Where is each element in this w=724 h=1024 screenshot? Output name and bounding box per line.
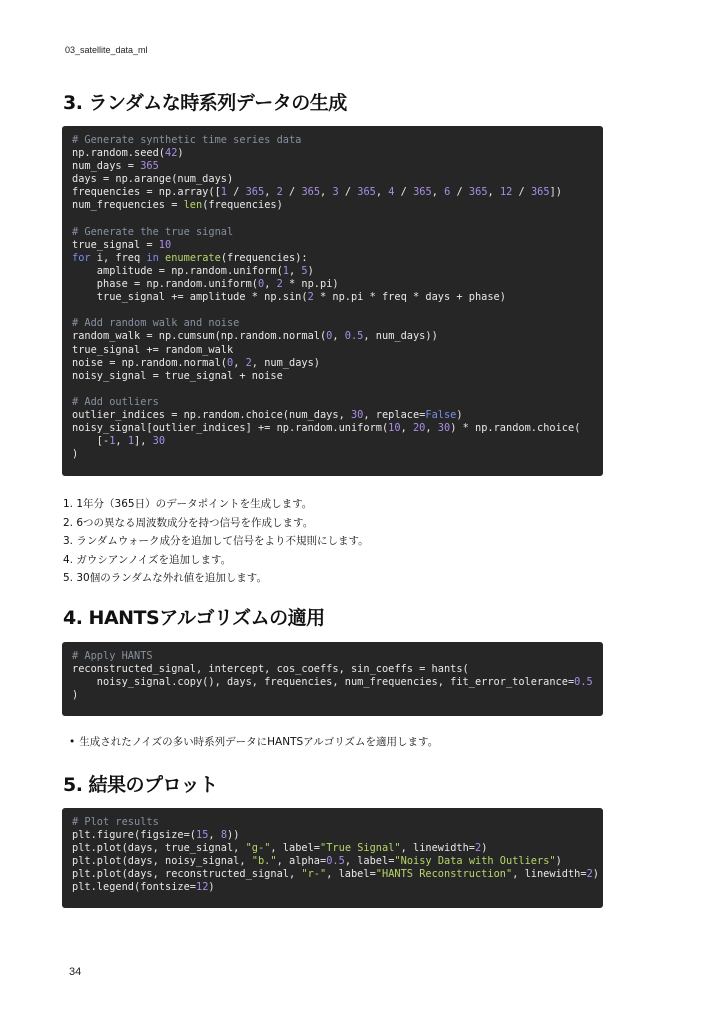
code-comment: # Generate the true signal: [72, 225, 234, 238]
generation-steps-list: [63, 495, 369, 588]
code-text: # Apply HANTS reconstructed_signal, intercept, cos_coeffs, sin_coeffs = hants( noisy_signal.copy(), days, frequencies, num_frequencies, fit_error_tolerance=0.5 ): [72, 650, 593, 702]
code-string: "True Signal": [320, 842, 401, 855]
list-item: 2. 6つの異なる周波数成分を持つ信号を作成します。: [63, 516, 314, 529]
hants-bullet-list: [69, 733, 438, 751]
code-comment: # Generate synthetic time series data: [72, 134, 302, 146]
code-comment: # Add random walk and noise: [72, 317, 240, 330]
page-number: 34: [69, 966, 82, 978]
list-item: 4. ガウシアンノイズを追加します。: [63, 553, 232, 566]
code-block-plot-results: [62, 808, 603, 908]
code-string: "HANTS Reconstruction": [375, 868, 513, 881]
list-item: 1. 1年分（365日）のデータポイントを生成します。: [63, 498, 313, 510]
list-item: 5. 30個のランダムな外れ値を追加します。: [63, 572, 267, 585]
section-3-title: 3. ランダムな時系列データの生成: [63, 92, 347, 114]
section-4-title: 4. HANTSアルゴリズムの適用: [63, 607, 325, 629]
code-text: # Generate synthetic time series data np.random.seed(42) num_days = 365 days = np.arange(num_days) frequencies = np.array([1 / 365, 2 / 365, 3 / 365, 4 / 365, 6 / 365, 12 / 365]) num_frequencies = len(frequencies) # Generate the true signal true_signal = 10 for i, freq in enumerate(frequencies): amplitude = np.random.uniform(1, 5) phase = np.random.uniform(0, 2 * np.pi) true_signal += amplitude * np.sin(2 * np.pi * freq * days + phase) # Add random walk and noise random_walk = np.cumsum(np.random.normal(0, 0.5, num_days)) true_signal += random_walk noise = np.random.normal(0, 2, num_days) noisy_signal = true_signal + noise # Add outliers outlier_indices = np.random.choice(num_days, 30, replace=False) noisy_signal[outlier_indices] += np.random.uniform(10, 20, 30) * np.random.choice( [-1, 1], 30 ): [72, 134, 581, 461]
list-item: • 生成されたノイズの多い時系列データにHANTSアルゴリズムを適用します。: [69, 733, 438, 751]
document-filename: 03_satellite_data_ml: [65, 45, 148, 55]
section-5-title: 5. 結果のプロット: [63, 774, 218, 796]
code-block-generate-data: [62, 126, 603, 476]
list-item: 3. ランダムウォーク成分を追加して信号をより不規則にします。: [63, 535, 369, 548]
code-string: "Noisy Data with Outliers": [394, 855, 556, 868]
code-block-apply-hants: [62, 642, 603, 716]
code-comment: # Apply HANTS: [72, 650, 153, 662]
code-comment: # Add outliers: [72, 395, 159, 408]
code-text: # Plot results plt.figure(figsize=(15, 8)) plt.plot(days, true_signal, "g-", label="True Signal", linewidth=2) plt.plot(days, noisy_signal, "b.", alpha=0.5, label="Noisy Data with Outliers") plt.plot(days, reconstructed_signal, "r-", label="HANTS Reconstruction", linewidth=2) plt.legend(fontsize=12): [72, 816, 599, 894]
code-comment: # Plot results: [72, 816, 159, 828]
